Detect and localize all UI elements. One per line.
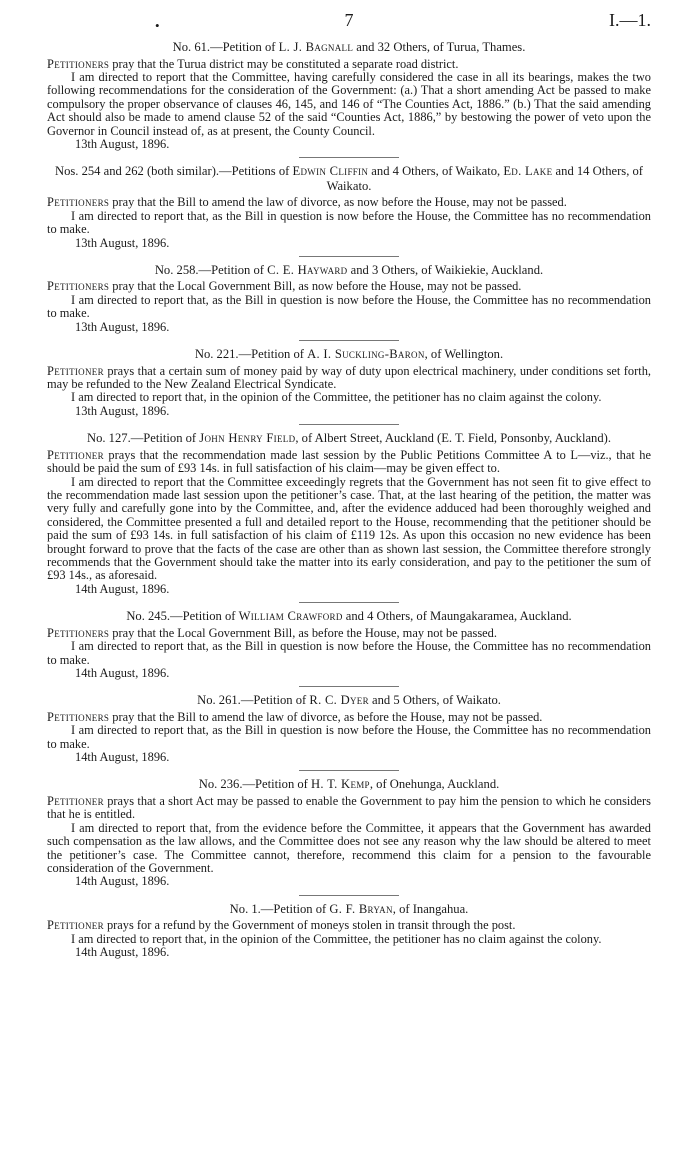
petition-entry xyxy=(47,693,651,764)
petition-title: No. 61.—Petition of L. J. Bagnall and 32 Others, of Turua, Thames. xyxy=(172,40,526,54)
petition-entry xyxy=(47,40,651,151)
petition-prayer: Petitioner prays that a certain sum of money paid by way of duty upon electrical machinery, under conditions set forth, may be refunded to the New Zealand Electrical Syndicate. xyxy=(47,363,651,391)
report-date: 14th August, 1896. xyxy=(75,750,170,765)
petition-entry xyxy=(47,164,651,250)
committee-report: I am directed to report that, as the Bill in question is now before the House, the Committee has no recommendation to make. xyxy=(47,292,651,321)
page-number: 7 xyxy=(344,10,354,30)
divider xyxy=(299,895,399,896)
petition-prayer: Petitioners pray that the Bill to amend the law of divorce, as before the House, may not be passed. xyxy=(47,709,543,724)
divider xyxy=(299,424,399,425)
petition-title: No. 258.—Petition of C. E. Hayward and 3 Others, of Waikiekie, Auckland. xyxy=(154,262,544,277)
petition-title: No. 261.—Petition of R. C. Dyer and 5 Others, of Waikato. xyxy=(197,693,501,708)
petition-prayer: Petitioners pray that the Bill to amend the law of divorce, as now before the House, may not be passed. xyxy=(47,195,567,210)
paper-reference: I.—1. xyxy=(609,10,651,30)
petition-entry xyxy=(47,777,651,888)
petition-title: Nos. 254 and 262 (both similar).—Petitions of Edwin Cliffin and 4 Others, of Waikato, Ed. Lake and 14 Others, of Waikato. xyxy=(54,164,643,193)
petition-title: No. 236.—Petition of H. T. Kemp, of Onehunga, Auckland. xyxy=(198,777,500,792)
committee-report: I am directed to report that, as the Bill in question is now before the House, the Committee has no recommendation to make. xyxy=(47,723,651,751)
report-date: 14th August, 1896. xyxy=(75,665,170,680)
committee-report: I am directed to report that, from the evidence before the Committee, it appears that the Government has awarded such compensation as the law allows, and the Committee does not see any reason why the law should be altered to meet the petitioner’s case. The Committee cannot, therefore, recommend this claim for a pension to the favourable consideration of the Government. xyxy=(47,820,651,875)
report-date: 13th August, 1896. xyxy=(75,403,170,418)
petition-entry xyxy=(47,902,651,960)
petition-entry xyxy=(47,609,651,680)
petition-title: No. 127.—Petition of John Henry Field, of Albert Street, Auckland (E. T. Field, Ponsonby, Auckland). xyxy=(86,431,611,446)
petition-title: No. 1.—Petition of G. F. Bryan, of Inangahua. xyxy=(229,901,469,916)
divider xyxy=(299,340,399,341)
petition-prayer: Petitioner prays that a short Act may be passed to enable the Government to pay him the pension to which he considers that he is entitled. xyxy=(47,793,651,822)
committee-report: I am directed to report that, as the Bill in question is now before the House, the Committee has no recommendation to make. xyxy=(47,208,651,237)
petition-prayer: Petitioner prays that the recommendation made last session by the Public Petitions Committee A to L—viz., that he should be paid the sum of £93 14s. in full satisfaction of his claim—may be given effect to. xyxy=(47,447,651,476)
report-date: 14th August, 1896. xyxy=(75,945,170,960)
petition-prayer: Petitioners pray that the Turua district may be constituted a separate road district. xyxy=(47,56,459,71)
committee-report: I am directed to report that the Committee, having carefully considered the case in all its bearings, makes the two following recommendations for the consideration of the Government: (a.) That a short amending Act be passed to make compulsory the proper observance of clauses 46, 145, and 146 of “The Counties Act, 1886.” (b.) That the said amending Act should also be made to amend clause 52 of the said “Counties Act, 1886,” by bestowing the power of veto upon the Governor in Council instead of, as at present, the County Council. xyxy=(47,69,651,138)
committee-report: I am directed to report that the Committee exceedingly regrets that the Government has not seen fit to give effect to the recommendation made last session upon the petitioner’s case. That, at the last hearing of the petition, the matter was very fully and carefully gone into by the Committee, and, after the evidence adduced had been thoroughly weighed and considered, the Committee presented a full and detailed report to the House, recommending that the petitioner should be paid the sum of £93 14s. in full satisfaction of his claim of £119 12s. As upon this occasion no new evidence has been brought forward to prove that the facts of the case are other than as shown last session, the Committee therefore strongly recommends that the Government should take the matter into its early consideration, and pay to the petitioner the sum of £93 14s., as aforesaid. xyxy=(47,474,651,583)
divider xyxy=(299,770,399,771)
committee-report: I am directed to report that, in the opinion of the Committee, the petitioner has no claim against the colony. xyxy=(71,390,602,405)
divider xyxy=(299,602,399,603)
petition-prayer: Petitioners pray that the Local Government Bill, as before the House, may not be passed. xyxy=(47,625,497,640)
petition-title: No. 245.—Petition of William Crawford and 4 Others, of Maungakaramea, Auckland. xyxy=(126,609,572,624)
petition-title: No. 221.—Petition of A. I. Suckling-Baron, of Wellington. xyxy=(194,347,504,362)
petition-prayer: Petitioners pray that the Local Government Bill, as now before the House, may not be passed. xyxy=(47,279,522,294)
divider xyxy=(299,157,399,158)
petition-prayer: Petitioner prays for a refund by the Government of moneys stolen in transit through the post. xyxy=(47,918,516,933)
petition-entry xyxy=(47,263,651,334)
committee-report: I am directed to report that, in the opinion of the Committee, the petitioner has no claim against the colony. xyxy=(71,931,602,946)
page-header xyxy=(47,0,651,40)
committee-report: I am directed to report that, as the Bill in question is now before the House, the Committee has no recommendation to make. xyxy=(47,639,651,667)
petition-entry xyxy=(47,431,651,596)
divider xyxy=(299,686,399,687)
report-date: 13th August, 1896. xyxy=(75,235,170,250)
report-date: 14th August, 1896. xyxy=(75,581,170,596)
report-date: 13th August, 1896. xyxy=(75,136,170,151)
divider xyxy=(299,256,399,257)
petition-entry xyxy=(47,347,651,418)
report-date: 14th August, 1896. xyxy=(75,874,170,889)
report-date: 13th August, 1896. xyxy=(75,319,170,334)
header-dot: • xyxy=(155,18,160,33)
